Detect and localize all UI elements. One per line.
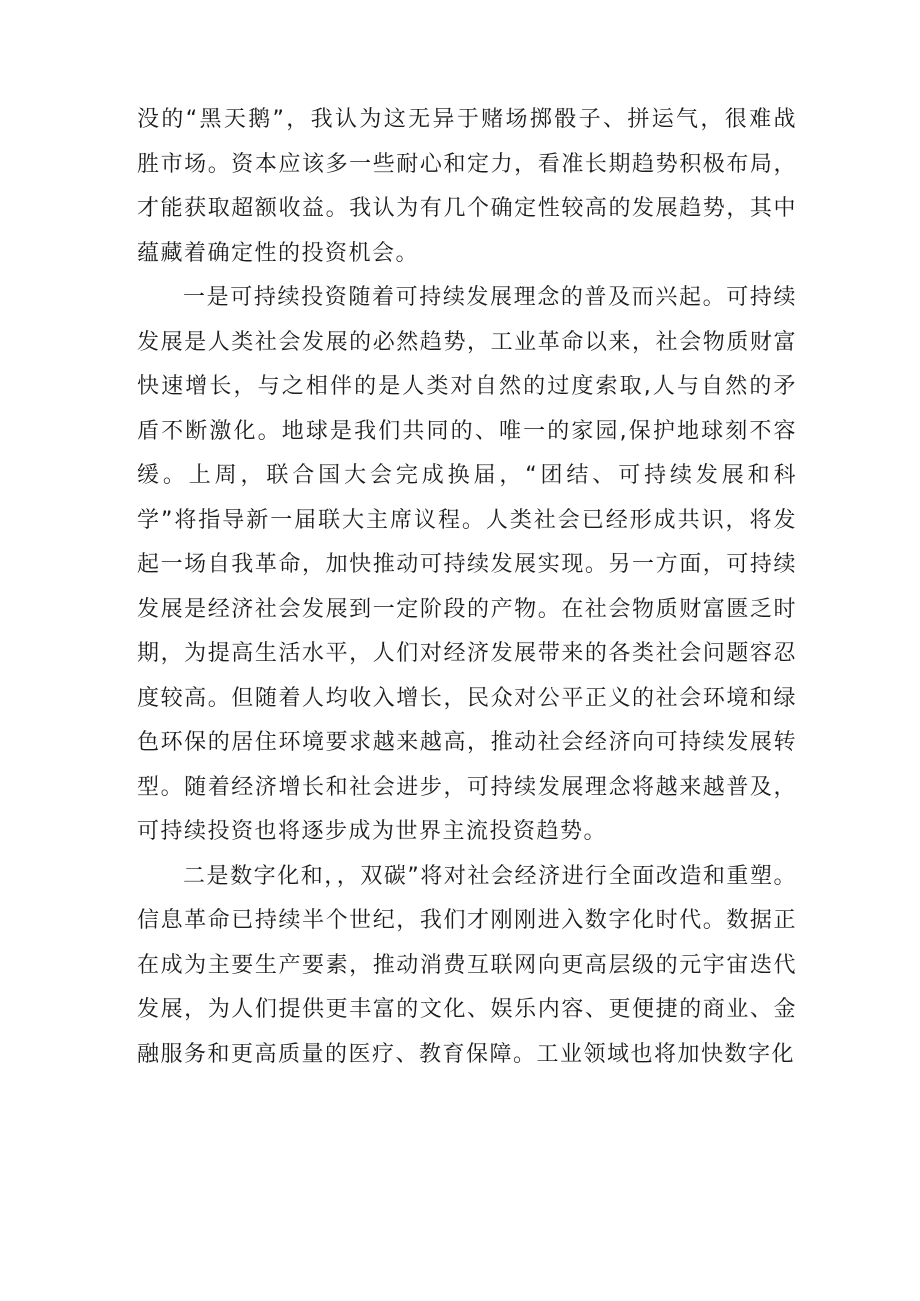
paragraph-digitalization-carbon: 二是数字化和，，双碳”将对社会经济进行全面改造和重塑。信息革命已持续半个世纪，我们才刚刚进入数字化时代。数据正在成为主要生产要素，推动消费互联网向更高层级的元宇宙迭代发展，为人们提供更丰富的文化、娱乐内容、更便捷的商业、金融服务和更高质量的医疗、教育保障。工业领域也将加快数字化 (137, 863, 797, 1067)
paragraph-sustainable-investment: 一是可持续投资随着可持续发展理念的普及而兴起。可持续发展是人类社会发展的必然趋势，工业革命以来，社会物质财富快速增长，与之相伴的是人类对自然的过度索取,人与自然的矛盾不断激化。地球是我们共同的、唯一的家园,保护地球刻不容缓。上周，联合国大会完成换届，“团结、可持续发展和科学”将指导新一届联大主席议程。人类社会已经形成共识，将发起一场自我革命，加快推动可持续发展实现。另一方面，可持续发展是经济社会发展到一定阶段的产物。在社会物质财富匮乏时期，为提高生活水平，人们对经济发展带来的各类社会问题容忍度较高。但随着人均收入增长，民众对公平正义的社会环境和绿色环保的居住环境要求越来越高，推动社会经济向可持续发展转型。随着经济增长和社会进步，可持续发展理念将越来越普及，可持续投资也将逐步成为世界主流投资趋势。 (137, 285, 797, 844)
document-body (137, 98, 797, 1077)
paragraph-intro-continuation: 没的“黑天鹅”，我认为这无异于赌场掷骰子、拼运气，很难战胜市场。资本应该多一些耐心和定力，看准长期趋势积极布局，才能获取超额收益。我认为有几个确定性较高的发展趋势，其中蕴藏着确定性的投资机会。 (137, 107, 797, 266)
